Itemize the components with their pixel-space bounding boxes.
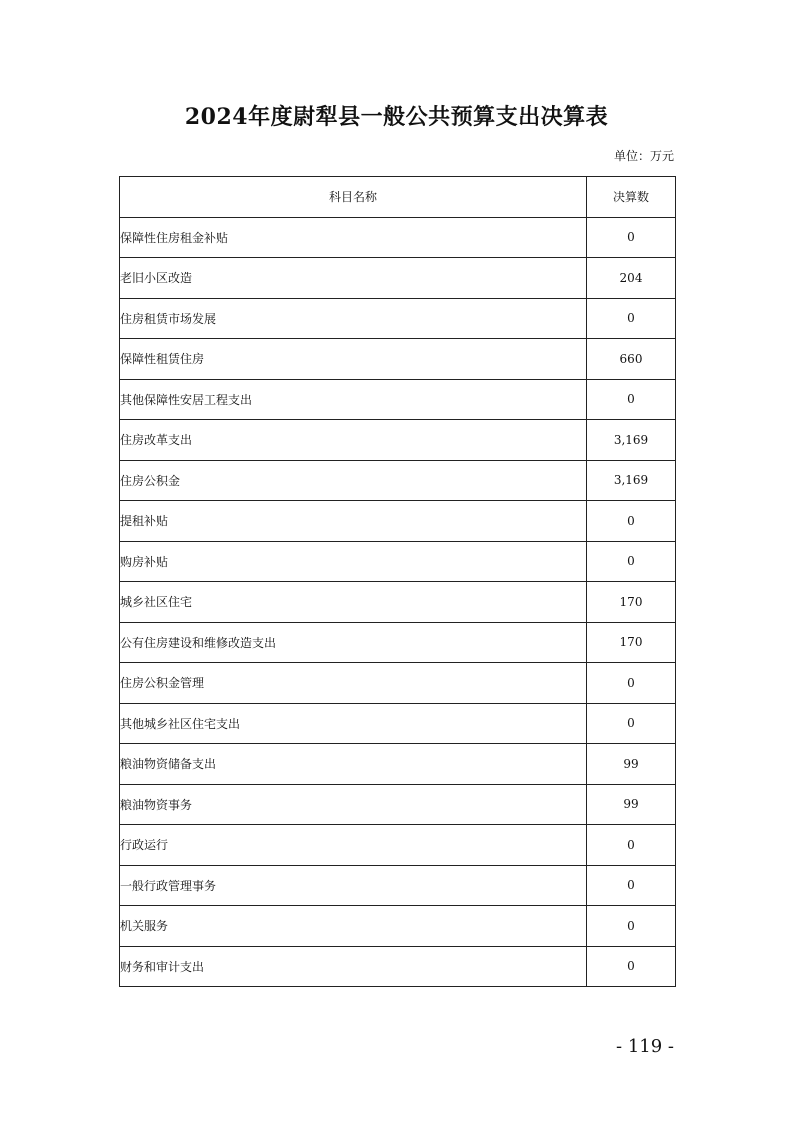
row-name-cell: 保障性租赁住房 (120, 339, 587, 380)
table-row (120, 460, 676, 501)
table-row (120, 379, 676, 420)
row-value-cell: 0 (587, 703, 676, 744)
row-name-cell: 公有住房建设和维修改造支出 (120, 622, 587, 663)
row-value-cell: 0 (587, 298, 676, 339)
table-row (120, 541, 676, 582)
row-name-cell: 其他保障性安居工程支出 (120, 379, 587, 420)
row-name-cell: 行政运行 (120, 825, 587, 866)
table-row (120, 906, 676, 947)
row-value-cell: 0 (587, 663, 676, 704)
row-name-cell: 老旧小区改造 (120, 258, 587, 299)
table-row (120, 420, 676, 461)
row-value-cell: 660 (587, 339, 676, 380)
row-name-cell: 住房租赁市场发展 (120, 298, 587, 339)
row-name-cell: 粮油物资事务 (120, 784, 587, 825)
table-row (120, 217, 676, 258)
table-row (120, 622, 676, 663)
column-header-name: 科目名称 (120, 177, 587, 218)
table-row (120, 663, 676, 704)
row-value-cell: 0 (587, 906, 676, 947)
row-value-cell: 204 (587, 258, 676, 299)
row-name-cell: 粮油物资储备支出 (120, 744, 587, 785)
table-row (120, 582, 676, 623)
row-name-cell: 住房公积金 (120, 460, 587, 501)
row-value-cell: 99 (587, 784, 676, 825)
row-name-cell: 城乡社区住宅 (120, 582, 587, 623)
row-value-cell: 99 (587, 744, 676, 785)
row-value-cell: 0 (587, 541, 676, 582)
row-value-cell: 170 (587, 622, 676, 663)
row-name-cell: 一般行政管理事务 (120, 865, 587, 906)
row-value-cell: 0 (587, 946, 676, 987)
page-number: - 119 - (616, 1036, 674, 1057)
table-row (120, 501, 676, 542)
row-name-cell: 住房公积金管理 (120, 663, 587, 704)
row-name-cell: 其他城乡社区住宅支出 (120, 703, 587, 744)
page-title: 2024年度尉犁县一般公共预算支出决算表 (184, 104, 609, 130)
row-name-cell: 购房补贴 (120, 541, 587, 582)
row-name-cell: 机关服务 (120, 906, 587, 947)
row-value-cell: 3,169 (587, 460, 676, 501)
row-value-cell: 3,169 (587, 420, 676, 461)
budget-table (119, 176, 676, 987)
column-header-value: 决算数 (587, 177, 676, 218)
row-value-cell: 0 (587, 865, 676, 906)
row-value-cell: 170 (587, 582, 676, 623)
table-row (120, 339, 676, 380)
table-row (120, 865, 676, 906)
table-row (120, 946, 676, 987)
table-header-row (120, 177, 676, 218)
unit-label: 单位：万元 (613, 149, 674, 163)
row-value-cell: 0 (587, 217, 676, 258)
table-row (120, 825, 676, 866)
table-row (120, 744, 676, 785)
table-row (120, 784, 676, 825)
row-name-cell: 住房改革支出 (120, 420, 587, 461)
row-name-cell: 保障性住房租金补贴 (120, 217, 587, 258)
row-value-cell: 0 (587, 379, 676, 420)
row-name-cell: 提租补贴 (120, 501, 587, 542)
row-value-cell: 0 (587, 501, 676, 542)
row-name-cell: 财务和审计支出 (120, 946, 587, 987)
table-row (120, 258, 676, 299)
table-body (120, 217, 676, 987)
table-row (120, 703, 676, 744)
row-value-cell: 0 (587, 825, 676, 866)
table-row (120, 298, 676, 339)
